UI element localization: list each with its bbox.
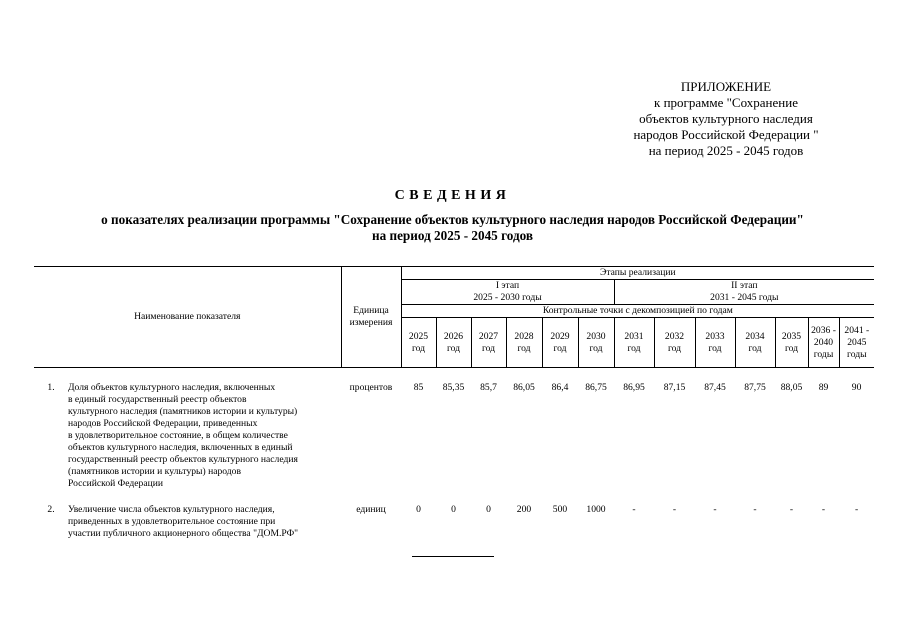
year-top: 2029: [550, 330, 570, 342]
table-row: [34, 382, 874, 490]
value-cell: 1000: [586, 504, 606, 515]
indicator-name-line: народов Российской Федерации, приведенных: [68, 418, 258, 429]
year-bottom: год: [748, 342, 762, 354]
value-cell: 89: [818, 382, 829, 393]
row-number: 1.: [47, 382, 55, 393]
year-bottom: год: [784, 342, 799, 354]
year-top: 2033: [705, 330, 725, 342]
year-top: 2036 -: [811, 324, 836, 336]
value-cell: 86,75: [585, 382, 607, 393]
value-cell: 85,35: [442, 382, 465, 393]
appendix-line: ПРИЛОЖЕНИЕ: [680, 79, 772, 94]
indicator-name-line: приведенных в удовлетворительное состояние при: [68, 516, 276, 527]
value-cell: 88,05: [780, 382, 803, 393]
year-top: 2025: [408, 330, 429, 342]
row-number: 2.: [47, 504, 55, 515]
indicator-name-line: объектов культурного наследия, включенных в единый: [68, 442, 293, 453]
indicator-cell: [34, 504, 341, 540]
document-subtitle: [0, 212, 905, 244]
year-bottom: год: [411, 342, 426, 354]
indicator-name: [68, 504, 298, 540]
year-bottom: год: [627, 342, 641, 354]
appendix-line: народов Российской Федерации ": [633, 127, 819, 142]
table-row: [34, 504, 874, 540]
header-year: [775, 318, 808, 368]
year-mid: 2040: [813, 336, 834, 348]
value-cell: 86,95: [623, 382, 645, 393]
year-top: 2035: [781, 330, 802, 342]
value-cell: -: [821, 504, 826, 515]
header-unit: Единица измерения: [341, 267, 401, 368]
appendix-line: на период 2025 - 2045 годов: [648, 143, 804, 158]
indicator-name: [68, 382, 298, 490]
value-cell: -: [789, 504, 794, 515]
header-year: [578, 318, 614, 368]
year-bottom: год: [708, 342, 722, 354]
header-year: [614, 318, 654, 368]
header-indicator-name: Наименование показателя: [34, 267, 341, 368]
subtitle-line-1: о показателях реализации программы "Сохранение объектов культурного наследия народов Российской Федерации": [101, 212, 804, 227]
header-checkpoints: Контрольные точки с декомпозицией по годам: [401, 305, 874, 318]
value-cell: -: [854, 504, 859, 515]
value-cell: -: [672, 504, 677, 515]
value-cell: -: [713, 504, 717, 515]
indicator-name-line: государственный реестр объектов культурного наследия: [68, 454, 298, 465]
year-bottom: год: [667, 342, 682, 354]
value-cell: 87,75: [744, 382, 766, 393]
value-cell: 90: [851, 382, 862, 393]
value-cell: 200: [516, 504, 532, 515]
header-year: [506, 318, 542, 368]
footer-divider: [412, 556, 494, 557]
stage-1-name: I этап: [495, 280, 520, 291]
value-cell: -: [632, 504, 636, 515]
indicator-name-line: Увеличение числа объектов культурного наследия,: [68, 504, 275, 515]
year-bottom: год: [553, 342, 567, 354]
value-cell: 87,45: [704, 382, 726, 393]
header-year: [735, 318, 775, 368]
indicators-table: [34, 266, 874, 540]
header-year: [471, 318, 506, 368]
appendix-line: к программе "Сохранение: [654, 95, 798, 110]
document-title: СВЕДЕНИЯ: [394, 188, 511, 203]
year-top: 2026: [443, 330, 464, 342]
header-stages: Этапы реализации: [401, 267, 874, 280]
header-stage-1: [401, 280, 614, 305]
year-top: 2028: [514, 330, 534, 342]
year-bottom: год: [446, 342, 461, 354]
header-year: [542, 318, 578, 368]
year-bottom: год: [589, 342, 603, 354]
value-cell: 0: [451, 504, 456, 515]
year-top: 2030: [586, 330, 606, 342]
year-bottom: год: [517, 342, 531, 354]
header-stage-2: [614, 280, 874, 305]
header-year: [401, 318, 436, 368]
indicator-cell: [34, 382, 341, 490]
value-cell: 86,4: [551, 382, 569, 393]
value-cell: 85,7: [480, 382, 497, 393]
indicator-name-line: участии публичного акционерного общества "ДОМ.РФ": [68, 528, 299, 539]
year-mid: 2045: [847, 336, 867, 348]
year-top: 2034: [745, 330, 765, 342]
subtitle-line-2: на период 2025 - 2045 годов: [371, 228, 534, 243]
value-cell: -: [753, 504, 757, 515]
indicator-name-line: Российской Федерации: [68, 478, 163, 489]
header-year: [436, 318, 471, 368]
indicator-name-line: (памятников истории и культуры) народов: [68, 466, 241, 477]
year-top: 2032: [664, 330, 685, 342]
value-cell: 85: [413, 382, 424, 393]
stage-2-name: II этап: [731, 280, 758, 291]
header-year-range: [808, 318, 839, 368]
indicator-name-line: Доля объектов культурного наследия, включенных: [68, 382, 276, 393]
stage-1-period: 2025 - 2030 годы: [473, 292, 542, 303]
unit-cell: процентов: [349, 382, 393, 393]
value-cell: 0: [486, 504, 491, 515]
appendix-header: [606, 79, 846, 159]
unit-cell: единиц: [356, 504, 386, 515]
value-cell: 500: [552, 504, 568, 515]
year-bottom: годы: [847, 348, 867, 360]
indicator-name-line: в единый государственный реестр объектов: [68, 394, 247, 405]
year-top: 2031: [624, 330, 644, 342]
indicator-name-line: в удовлетворительное состояние, в общем количестве: [68, 430, 288, 441]
value-cell: 0: [416, 504, 421, 515]
stage-2-period: 2031 - 2045 годы: [710, 292, 779, 303]
header-year: [654, 318, 695, 368]
year-top: 2041 -: [844, 324, 870, 336]
year-bottom: год: [481, 342, 496, 354]
value-cell: 86,05: [513, 382, 535, 393]
header-year: [695, 318, 735, 368]
appendix-line: объектов культурного наследия: [639, 111, 813, 126]
value-cell: 87,15: [663, 382, 686, 393]
year-top: 2027: [478, 330, 499, 342]
year-bottom: годы: [813, 348, 834, 360]
indicator-name-line: культурного наследия (памятников истории и культуры): [68, 406, 298, 417]
header-year-range: [839, 318, 874, 368]
